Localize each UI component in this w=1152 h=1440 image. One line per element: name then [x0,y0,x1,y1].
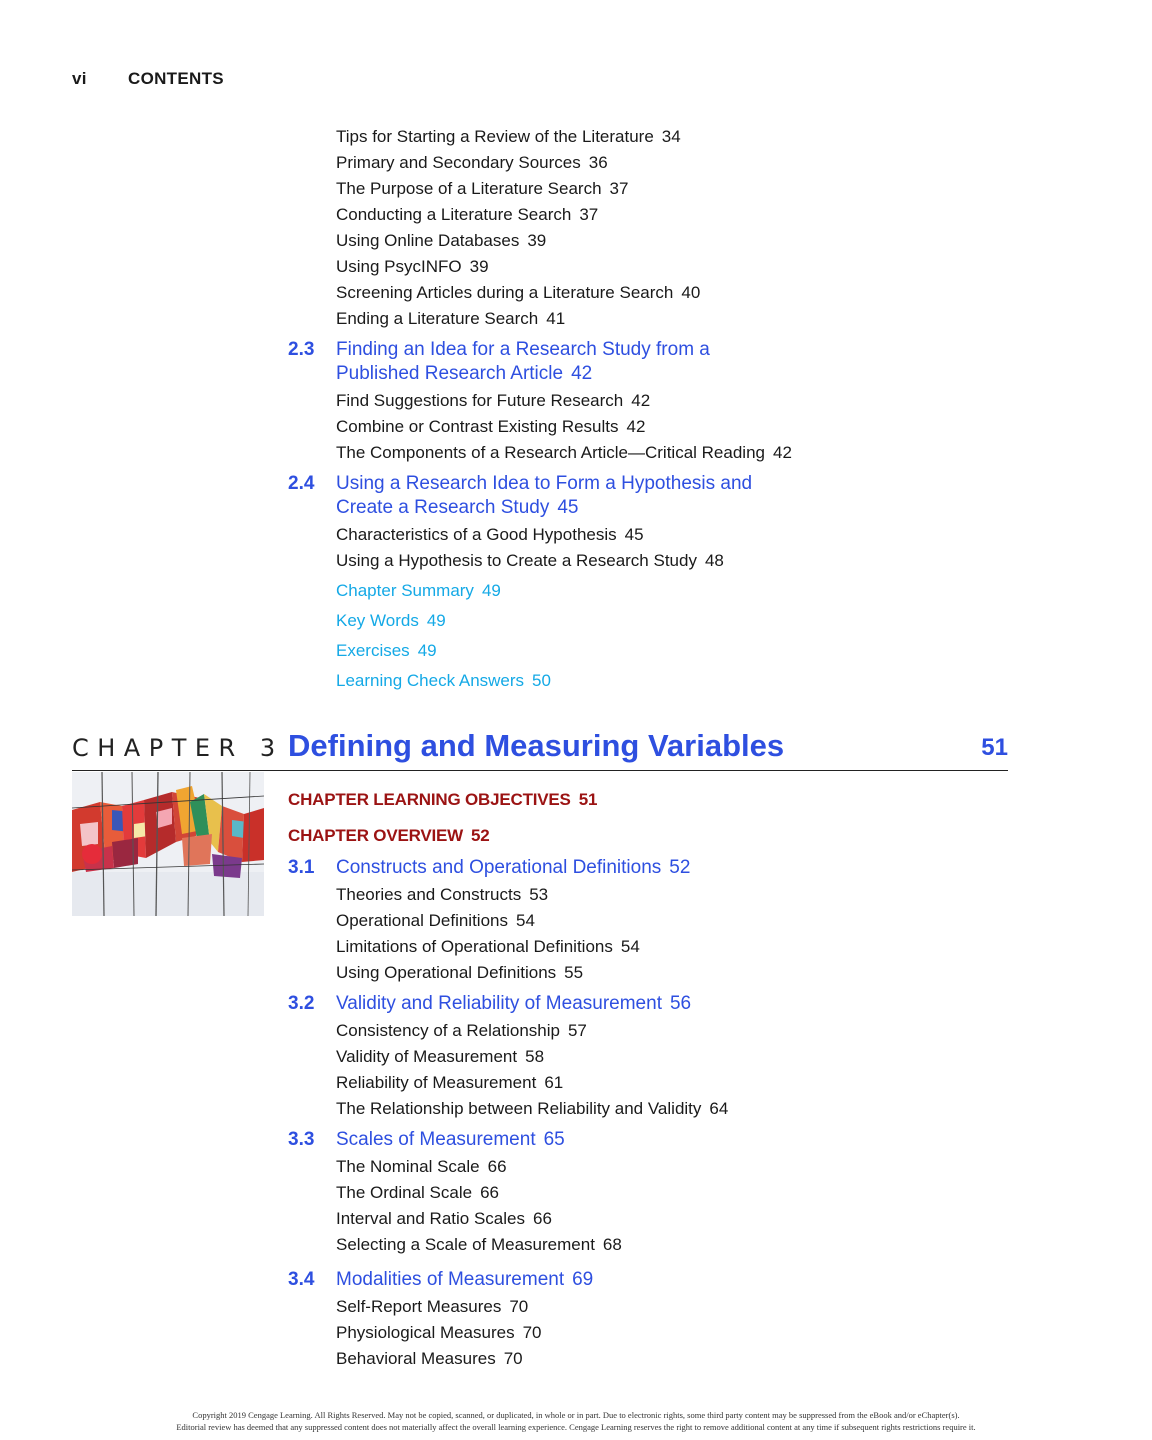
section-number: 2.4 [288,473,315,494]
toc-entry[interactable]: Using Operational Definitions 55 [336,963,584,982]
chapter-label: CHAPTER 3 [72,734,284,762]
toc-entry[interactable]: Physiological Measures 70 [336,1323,542,1342]
toc-entry[interactable]: The Ordinal Scale 66 [336,1183,499,1202]
toc-entry[interactable]: Using PsycINFO 39 [336,257,489,276]
chapter-page: 51 [981,734,1008,761]
section-3-3[interactable] [288,1128,1048,1152]
section-2-3[interactable] [288,338,1048,386]
section-number: 3.1 [288,857,315,878]
running-head-title: CONTENTS [128,69,224,88]
toc-entry[interactable]: Consistency of a Relationship 57 [336,1021,587,1040]
section-number: 2.3 [288,339,315,360]
toc-entry[interactable]: Interval and Ratio Scales 66 [336,1209,552,1228]
section-2-4[interactable] [288,472,1048,520]
chapter-summary-link[interactable]: Chapter Summary 49 [336,581,501,600]
section-title: Scales of Measurement [336,1129,536,1150]
section-title-line: Finding an Idea for a Research Study from a [336,339,710,360]
toc-entry[interactable]: Operational Definitions 54 [336,911,535,930]
section-3-1[interactable] [288,856,1048,880]
toc-entry[interactable]: Behavioral Measures 70 [336,1349,523,1368]
section-number: 3.2 [288,993,315,1014]
chapter-3-heading[interactable] [72,730,1008,771]
section-page: 45 [557,497,579,518]
section-page: 65 [543,1129,565,1150]
copyright-line-2: Editorial review has deemed that any suppressed content does not materially affect the overall learning experience. Cengage Learning reserves the right to remove additional content at any time if subsequent rights restrictions require it. [176,1422,976,1432]
key-words-link[interactable]: Key Words 49 [336,611,446,630]
toc-entry[interactable]: Conducting a Literature Search 37 [336,205,599,224]
exercises-link[interactable]: Exercises 49 [336,641,437,660]
copyright-line-1: Copyright 2019 Cengage Learning. All Rights Reserved. May not be copied, scanned, or duplicated, in whole or in part. Due to electronic rights, some third party content may be suppressed from the eBook and/or eChapter(s). [192,1410,960,1420]
toc-entry[interactable]: Theories and Constructs 53 [336,885,549,904]
section-title: Modalities of Measurement [336,1269,565,1290]
section-title: Validity and Reliability of Measurement [336,993,662,1014]
toc-entry[interactable]: The Purpose of a Literature Search 37 [336,179,629,198]
copyright-notice [0,1409,1152,1433]
toc-entry[interactable]: Combine or Contrast Existing Results 42 [336,417,646,436]
toc-entry[interactable]: Characteristics of a Good Hypothesis 45 [336,525,644,544]
toc-entry[interactable]: Ending a Literature Search 41 [336,309,566,328]
toc-entry[interactable]: Limitations of Operational Definitions 54 [336,937,640,956]
section-number: 3.4 [288,1269,315,1290]
toc-entry[interactable]: Using a Hypothesis to Create a Research Study 48 [336,551,724,570]
section-title: Constructs and Operational Definitions [336,857,662,878]
toc-entry[interactable]: Screening Articles during a Literature Search 40 [336,283,701,302]
chapter-overview-link[interactable]: CHAPTER OVERVIEW 52 [288,826,490,845]
toc-entry[interactable]: Primary and Secondary Sources 36 [336,153,608,172]
toc-entry[interactable]: Validity of Measurement 58 [336,1047,545,1066]
toc-entry[interactable]: Selecting a Scale of Measurement 68 [336,1235,622,1254]
toc-entry[interactable]: The Components of a Research Article—Critical Reading 42 [336,443,792,462]
section-page: 42 [571,363,593,384]
chapter-title: Defining and Measuring Variables [288,728,785,763]
section-3-4[interactable] [288,1268,1048,1292]
toc-entry[interactable]: Tips for Starting a Review of the Literature 34 [336,127,681,146]
toc-entry[interactable]: Self-Report Measures 70 [336,1297,529,1316]
section-page: 56 [669,993,692,1014]
chapter3-contents [288,782,1048,1372]
chapter2-continuation [288,124,1048,696]
section-page: 69 [572,1269,594,1290]
toc-entry[interactable]: The Nominal Scale 66 [336,1157,507,1176]
page-number: vi [72,69,87,88]
section-title-line: Using a Research Idea to Form a Hypothesis and [336,473,753,494]
toc-entry[interactable]: The Relationship between Reliability and Validity 64 [336,1099,729,1118]
learning-check-answers-link[interactable]: Learning Check Answers 50 [336,671,551,690]
chapter-learning-objectives-link[interactable]: CHAPTER LEARNING OBJECTIVES 51 [288,790,598,809]
section-title-line: Create a Research Study [336,497,550,518]
toc-entry[interactable]: Using Online Databases 39 [336,231,547,250]
section-number: 3.3 [288,1129,315,1150]
section-title-line: Published Research Article [336,363,564,384]
toc-entry[interactable]: Reliability of Measurement 61 [336,1073,564,1092]
section-3-2[interactable] [288,992,1048,1016]
section-page: 52 [669,857,691,878]
toc-entry[interactable]: Find Suggestions for Future Research 42 [336,391,651,410]
chapter-opener-artwork [72,772,264,916]
